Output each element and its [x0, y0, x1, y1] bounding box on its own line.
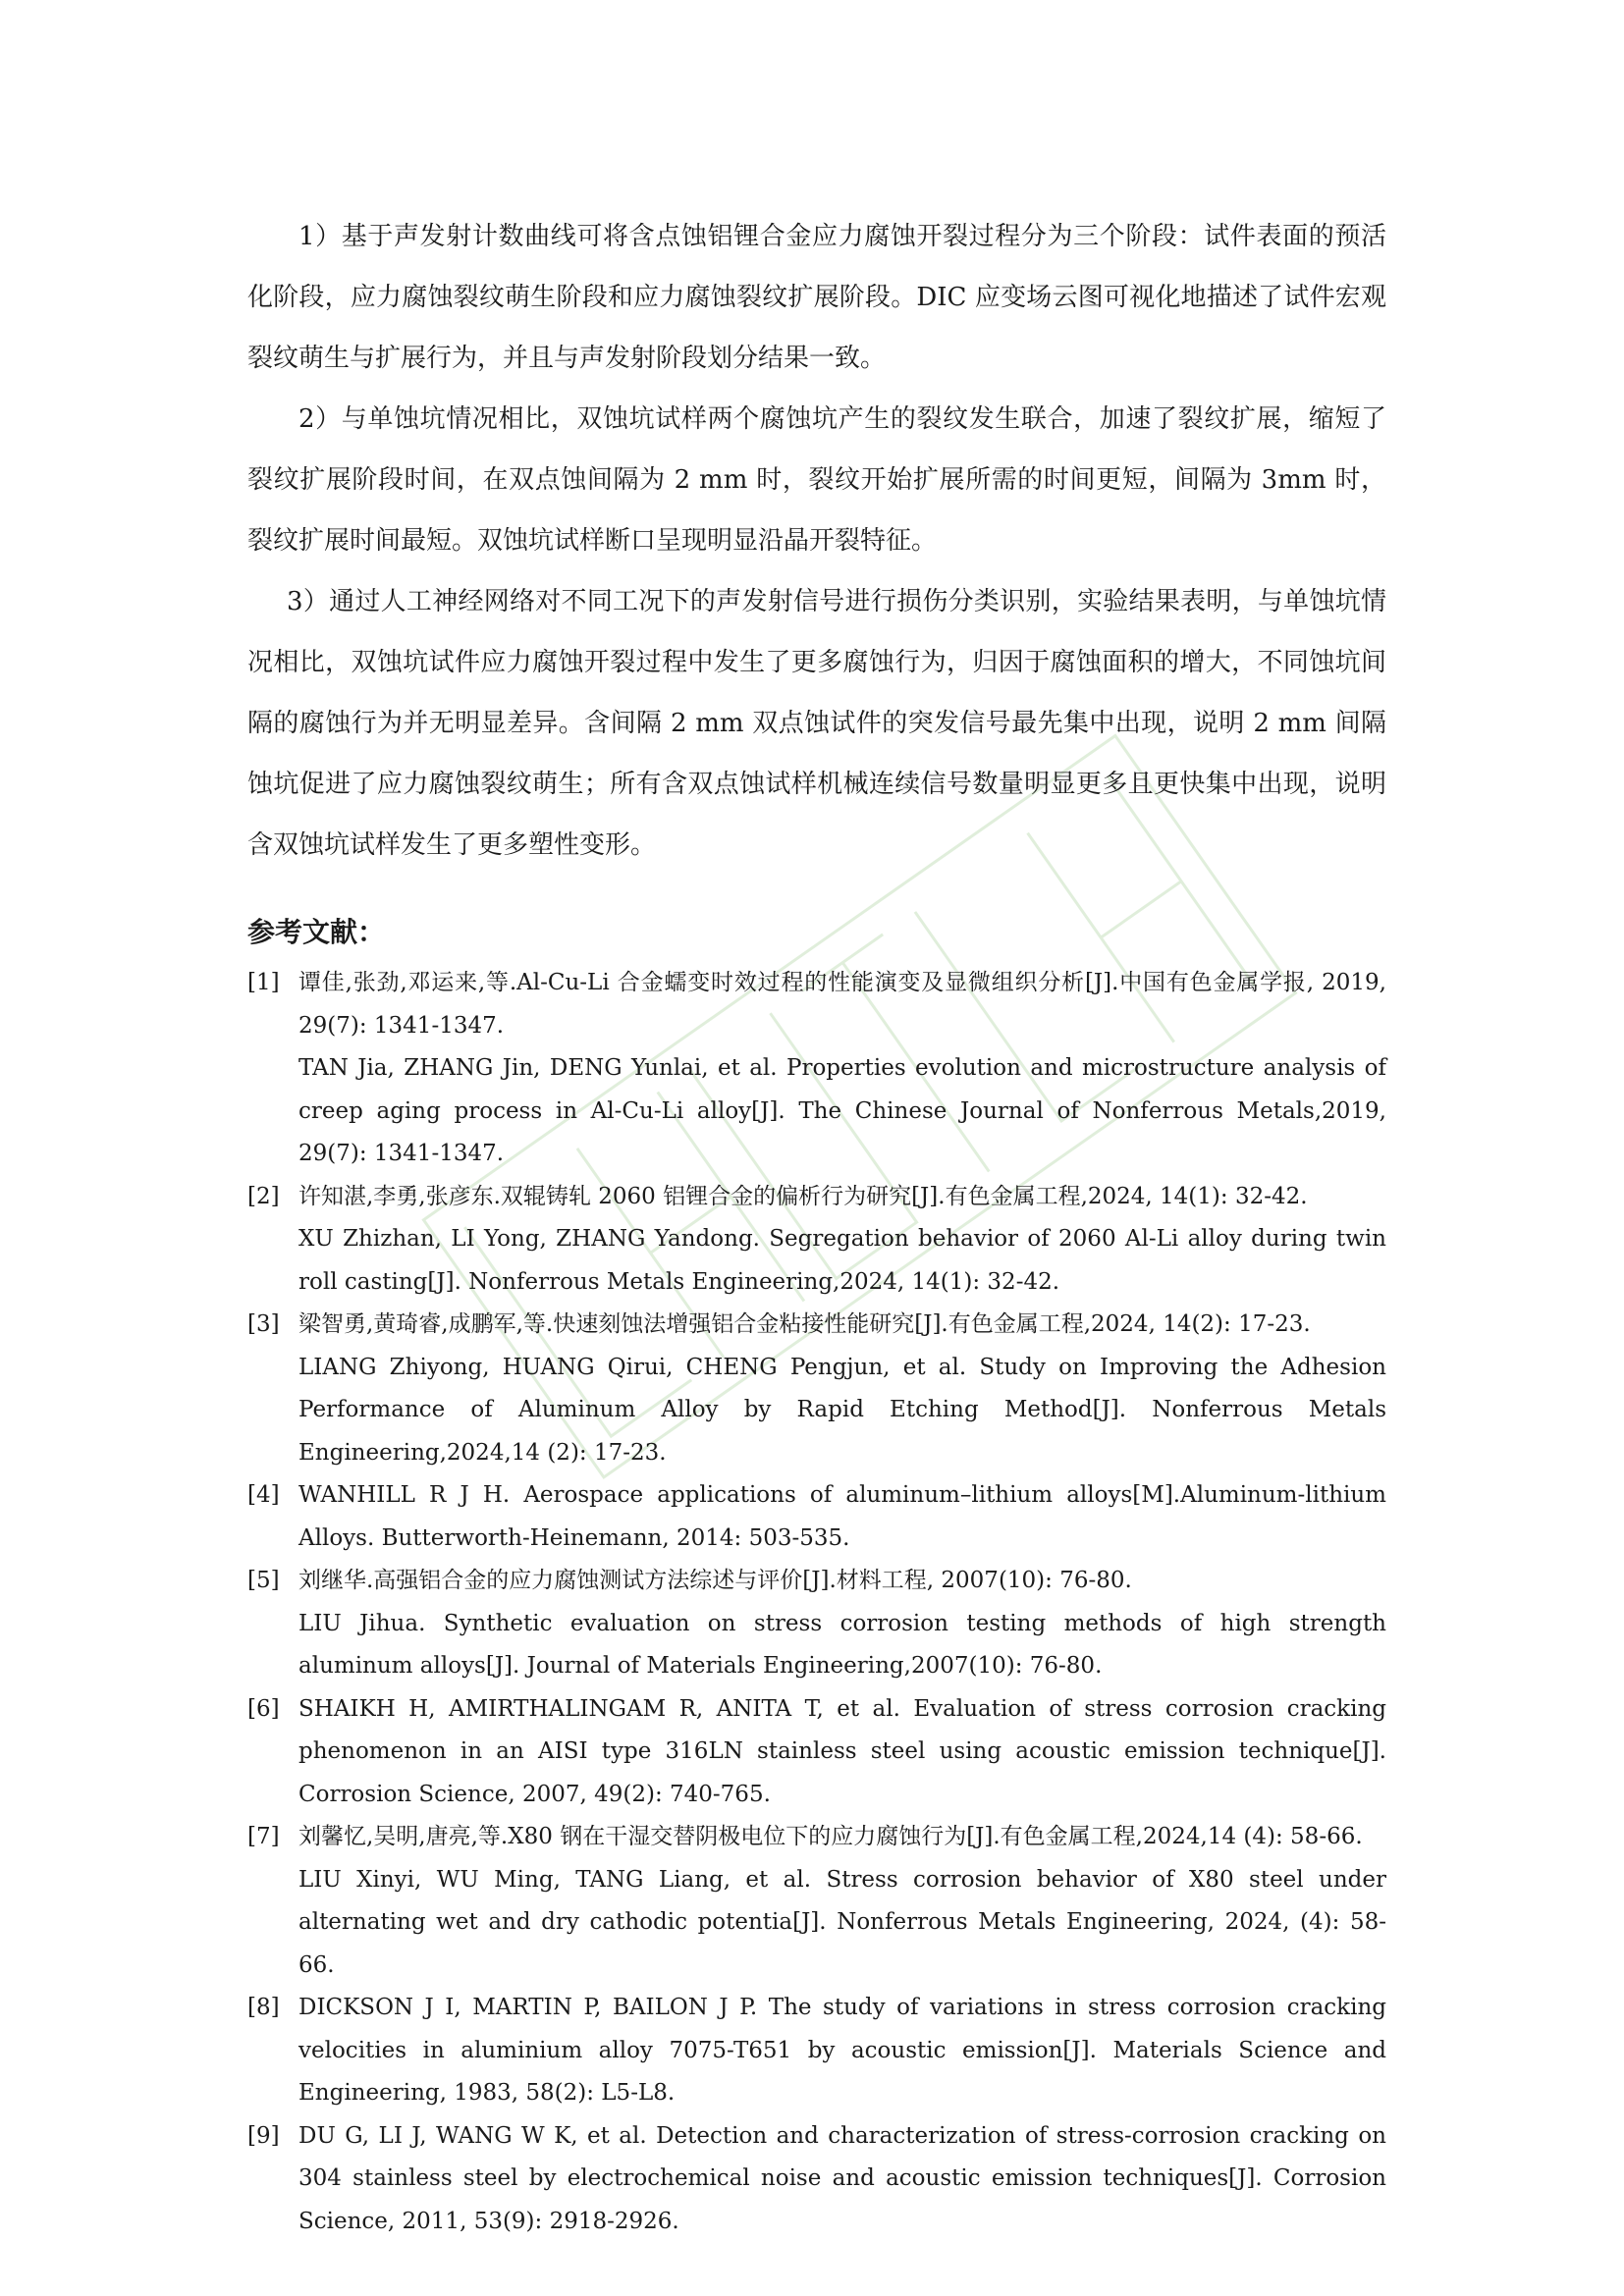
- reference-number: [9]: [247, 2122, 280, 2149]
- reference-en: DU G, LI J, WANG W K, et al. Detection and characterization of stress-corrosion cracking on 304 stainless steel by electrochemical noise and acoustic emission techniques[J]. Corrosion Science, 2011, 53(9): 2918-2926.: [298, 2122, 1386, 2234]
- reference-item-2: [247, 1176, 1386, 1305]
- reference-cn: 刘馨忆,吴明,唐亮,等.X80 钢在干湿交替阴极电位下的应力腐蚀行为[J].有色金属工程,2024,14 (4): 58-66.: [298, 1824, 1363, 1849]
- reference-en: DICKSON J I, MARTIN P, BAILON J P. The study of variations in stress corrosion cracking velocities in aluminium alloy 7075-T651 by acoustic emission[J]. Materials Science and Engineering, 1983, 58(2): L5-L8.: [298, 1995, 1386, 2106]
- reference-list: [247, 962, 1386, 2243]
- reference-en: XU Zhizhan, LI Yong, ZHANG Yandong. Segregation behavior of 2060 Al-Li alloy during twin roll casting[J]. Nonferrous Metals Engineering,2024, 14(1): 32-42.: [298, 1226, 1386, 1295]
- reference-cn: 谭佳,张劲,邓运来,等.Al-Cu-Li 合金蠕变时效过程的性能演变及显微组织分析[J].中国有色金属学报, 2019, 29(7): 1341-1347.: [298, 970, 1386, 1039]
- reference-cn: 刘继华.高强铝合金的应力腐蚀测试方法综述与评价[J].材料工程, 2007(10): 76-80.: [298, 1568, 1132, 1593]
- reference-item-5: [247, 1560, 1386, 1688]
- reference-item-6: [247, 1688, 1386, 1817]
- conclusion-paragraph-3: 3）通过人工神经网络对不同工况下的声发射信号进行损伤分类识别，实验结果表明，与单蚀坑情况相比，双蚀坑试件应力腐蚀开裂过程中发生了更多腐蚀行为，归因于腐蚀面积的增大，不同蚀坑间隔的腐蚀行为并无明显差异。含间隔 2 mm 双点蚀试件的突发信号最先集中出现，说明 2 mm 间隔蚀坑促进了应力腐蚀裂纹萌生；所有含双点蚀试样机械连续信号数量明显更多且更快集中出现，说明含双蚀坑试样发生了更多塑性变形。: [247, 587, 1386, 860]
- reference-item-3: [247, 1304, 1386, 1474]
- reference-en: LIU Xinyi, WU Ming, TANG Liang, et al. Stress corrosion behavior of X80 steel under alternating wet and dry cathodic potentia[J]. Nonferrous Metals Engineering, 2024, (4): 58-66.: [298, 1866, 1386, 1978]
- reference-item-1: [247, 962, 1386, 1176]
- reference-number: [3]: [247, 1311, 280, 1337]
- reference-number: [5]: [247, 1568, 280, 1593]
- reference-number: [4]: [247, 1482, 280, 1508]
- reference-number: [6]: [247, 1695, 280, 1722]
- page-content: [247, 206, 1386, 2243]
- references-heading: 参考文献：: [247, 916, 386, 948]
- reference-number: [1]: [247, 970, 280, 995]
- reference-en: WANHILL R J H. Aerospace applications of aluminum–lithium alloys[M].Aluminum-lithium Alloys. Butterworth-Heinemann, 2014: 503-535.: [298, 1482, 1386, 1551]
- reference-number: [7]: [247, 1824, 280, 1849]
- reference-number: [2]: [247, 1183, 280, 1209]
- reference-item-8: [247, 1987, 1386, 2115]
- reference-en: LIU Jihua. Synthetic evaluation on stress corrosion testing methods of high strength aluminum alloys[J]. Journal of Materials Engineering,2007(10): 76-80.: [298, 1610, 1386, 1679]
- conclusion-paragraph-2: 2）与单蚀坑情况相比，双蚀坑试样两个腐蚀坑产生的裂纹发生联合，加速了裂纹扩展，缩短了裂纹扩展阶段时间，在双点蚀间隔为 2 mm 时，裂纹开始扩展所需的时间更短，间隔为 3mm 时，裂纹扩展时间最短。双蚀坑试样断口呈现明显沿晶开裂特征。: [247, 404, 1386, 556]
- reference-en: SHAIKH H, AMIRTHALINGAM R, ANITA T, et al. Evaluation of stress corrosion cracking phenomenon in an AISI type 316LN stainless steel using acoustic emission technique[J]. Corrosion Science, 2007, 49(2): 740-765.: [298, 1695, 1386, 1807]
- reference-cn: 许知湛,李勇,张彦东.双辊铸轧 2060 铝锂合金的偏析行为研究[J].有色金属工程,2024, 14(1): 32-42.: [298, 1183, 1308, 1209]
- reference-item-7: [247, 1816, 1386, 1987]
- reference-item-4: [247, 1474, 1386, 1560]
- conclusion-paragraph-1: 1）基于声发射计数曲线可将含点蚀铝锂合金应力腐蚀开裂过程分为三个阶段：试件表面的预活化阶段，应力腐蚀裂纹萌生阶段和应力腐蚀裂纹扩展阶段。DIC 应变场云图可视化地描述了试件宏观裂纹萌生与扩展行为，并且与声发射阶段划分结果一致。: [247, 222, 1386, 373]
- reference-en: TAN Jia, ZHANG Jin, DENG Yunlai, et al. Properties evolution and microstructure analysis of creep aging process in Al-Cu-Li alloy[J]. The Chinese Journal of Nonferrous Metals,2019, 29(7): 1341-1347.: [298, 1055, 1386, 1166]
- reference-number: [8]: [247, 1995, 280, 2020]
- reference-cn: 梁智勇,黄琦睿,成鹏军,等.快速刻蚀法增强铝合金粘接性能研究[J].有色金属工程,2024, 14(2): 17-23.: [298, 1311, 1311, 1337]
- reference-item-9: [247, 2115, 1386, 2244]
- reference-en: LIANG Zhiyong, HUANG Qirui, CHENG Pengjun, et al. Study on Improving the Adhesion Performance of Aluminum Alloy by Rapid Etching Method[J]. Nonferrous Metals Engineering,2024,14 (2): 17-23.: [298, 1354, 1386, 1466]
